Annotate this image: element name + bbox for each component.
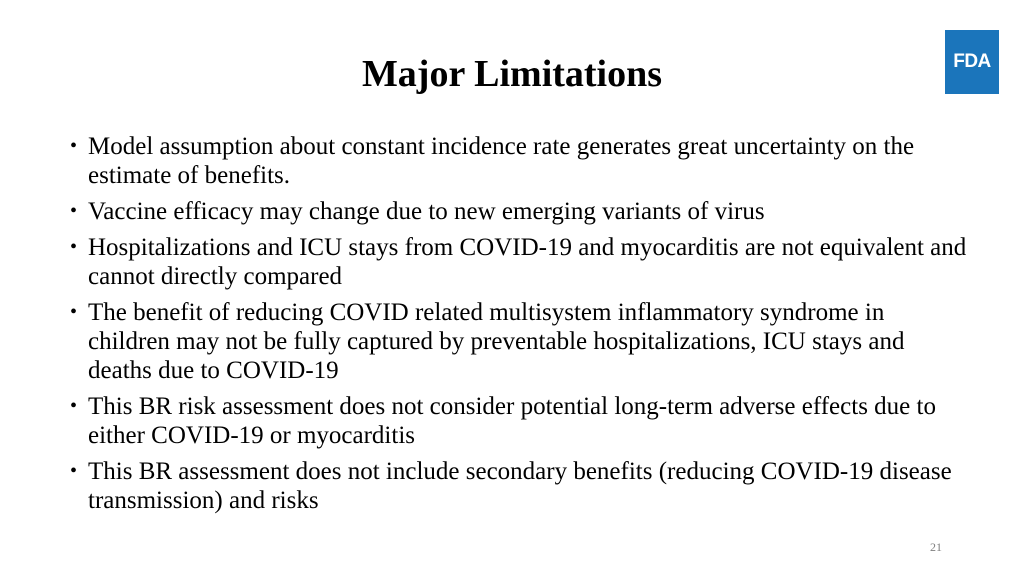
bullet-dot-icon: • — [70, 460, 78, 482]
bullet-text: Hospitalizations and ICU stays from COVID-19 and myocarditis are not equivalent and cannot directly compared — [88, 234, 967, 290]
slide-title: Major Limitations — [361, 53, 663, 95]
fda-logo-text: FDA — [953, 51, 991, 72]
bullet-item — [70, 457, 970, 515]
bullet-text: This BR assessment does not include secondary benefits (reducing COVID-19 disease transmission) and risks — [88, 458, 952, 514]
bullet-dot-icon: • — [70, 301, 78, 323]
bullet-text: The benefit of reducing COVID related multisystem inflammatory syndrome in children may not be fully captured by preventable hospitalizations, ICU stays and deaths due to COVID-19 — [88, 299, 905, 384]
bullet-list — [70, 132, 970, 522]
bullet-item — [70, 392, 970, 450]
bullet-dot-icon: • — [70, 200, 78, 222]
bullet-dot-icon: • — [70, 135, 78, 157]
bullet-item — [70, 233, 970, 291]
bullet-text: Model assumption about constant incidence rate generates great uncertainty on the estimate of benefits. — [88, 133, 915, 189]
bullet-text: Vaccine efficacy may change due to new emerging variants of virus — [88, 198, 765, 225]
bullet-text: This BR risk assessment does not consider potential long-term adverse effects due to either COVID-19 or myocarditis — [88, 393, 936, 449]
bullet-item — [70, 132, 970, 190]
page-number: 21 — [930, 540, 942, 554]
fda-logo-icon — [945, 30, 999, 94]
bullet-item — [70, 298, 970, 385]
bullet-dot-icon: • — [70, 395, 78, 417]
bullet-dot-icon: • — [70, 236, 78, 258]
bullet-item — [70, 197, 970, 226]
